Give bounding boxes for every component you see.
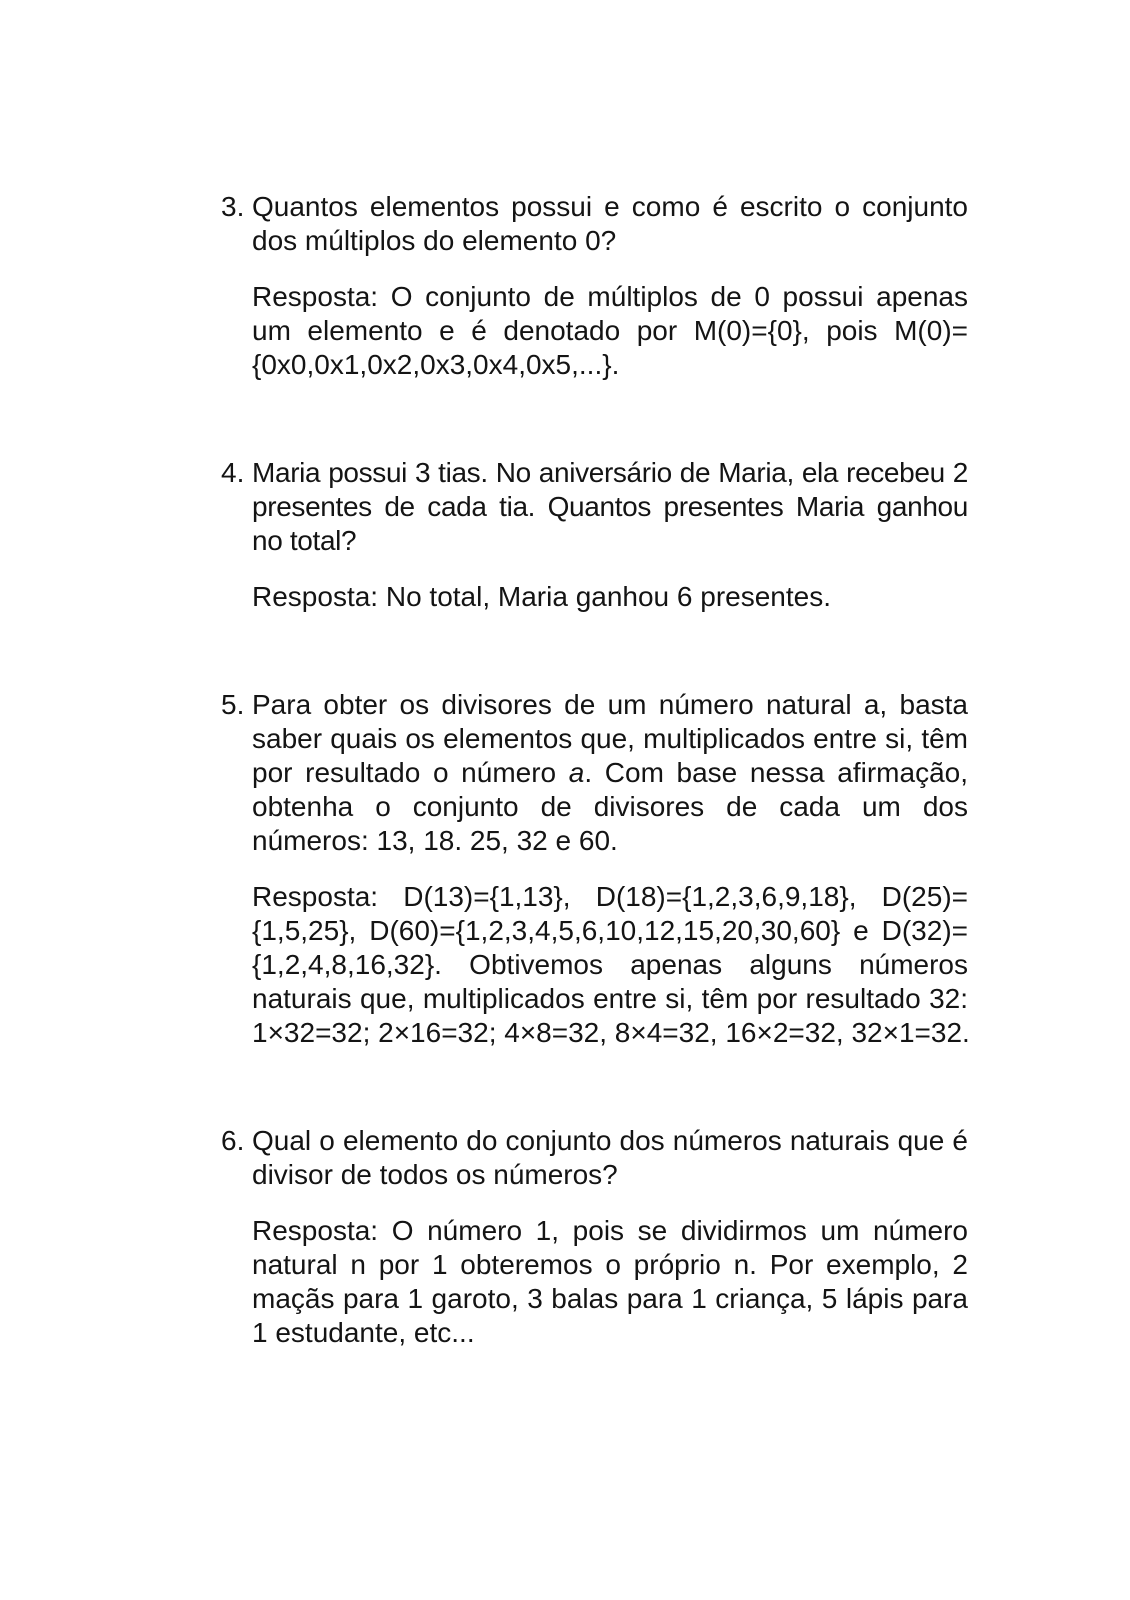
question-number: 5. <box>221 689 245 720</box>
question-item-5 <box>221 688 968 1050</box>
question-number: 6. <box>221 1125 245 1156</box>
question-text: Qual o elemento do conjunto dos números naturais que é divisor de todos os números? <box>252 1125 968 1190</box>
answer-text: Resposta: D(13)={1,13}, D(18)={1,2,3,6,9,18}, D(25)={1,5,25}, D(60)={1,2,3,4,5,6,10,12,15,20,30,60} e D(32)={1,2,4,8,16,32}. Obtivemos apenas alguns números naturais que, multiplicados entre si, têm por resultado 32: 1×32=32; 2×16=32; 4×8=32, 8×4=32, 16×2=32, 32×1=32. <box>252 881 970 1048</box>
answer-text: Resposta: No total, Maria ganhou 6 presentes. <box>252 581 832 612</box>
question-text-part: Para obter os divisores de um número natural a, basta saber quais os elementos que, multiplicados entre si, têm por resultado o número <box>252 689 968 788</box>
exercise-list <box>221 190 968 1350</box>
question-item-6 <box>221 1124 968 1350</box>
question-item-3 <box>221 190 968 382</box>
question-text <box>252 688 968 858</box>
question-number: 4. <box>221 457 245 488</box>
question-variable-italic: a <box>568 757 585 788</box>
question-text: Quantos elementos possui e como é escrito o conjunto dos múltiplos do elemento 0? <box>252 191 968 256</box>
question-number: 3. <box>221 191 245 222</box>
question-item-4 <box>221 456 968 614</box>
answer-text: Resposta: O conjunto de múltiplos de 0 possui apenas um elemento e é denotado por M(0)={0}, pois M(0)={0x0,0x1,0x2,0x3,0x4,0x5,...}. <box>252 281 968 380</box>
question-text-part: . Com base nessa afirmação, obtenha o conjunto de divisores de cada um dos números: 13, 18. 25, 32 e 60. <box>252 757 968 856</box>
question-text: Maria possui 3 tias. No aniversário de Maria, ela recebeu 2 presentes de cada tia. Quantos presentes Maria ganhou no total? <box>252 457 968 556</box>
answer-text: Resposta: O número 1, pois se dividirmos um número natural n por 1 obteremos o próprio n. Por exemplo, 2 maçãs para 1 garoto, 3 balas para 1 criança, 5 lápis para 1 estudante, etc... <box>252 1215 968 1348</box>
